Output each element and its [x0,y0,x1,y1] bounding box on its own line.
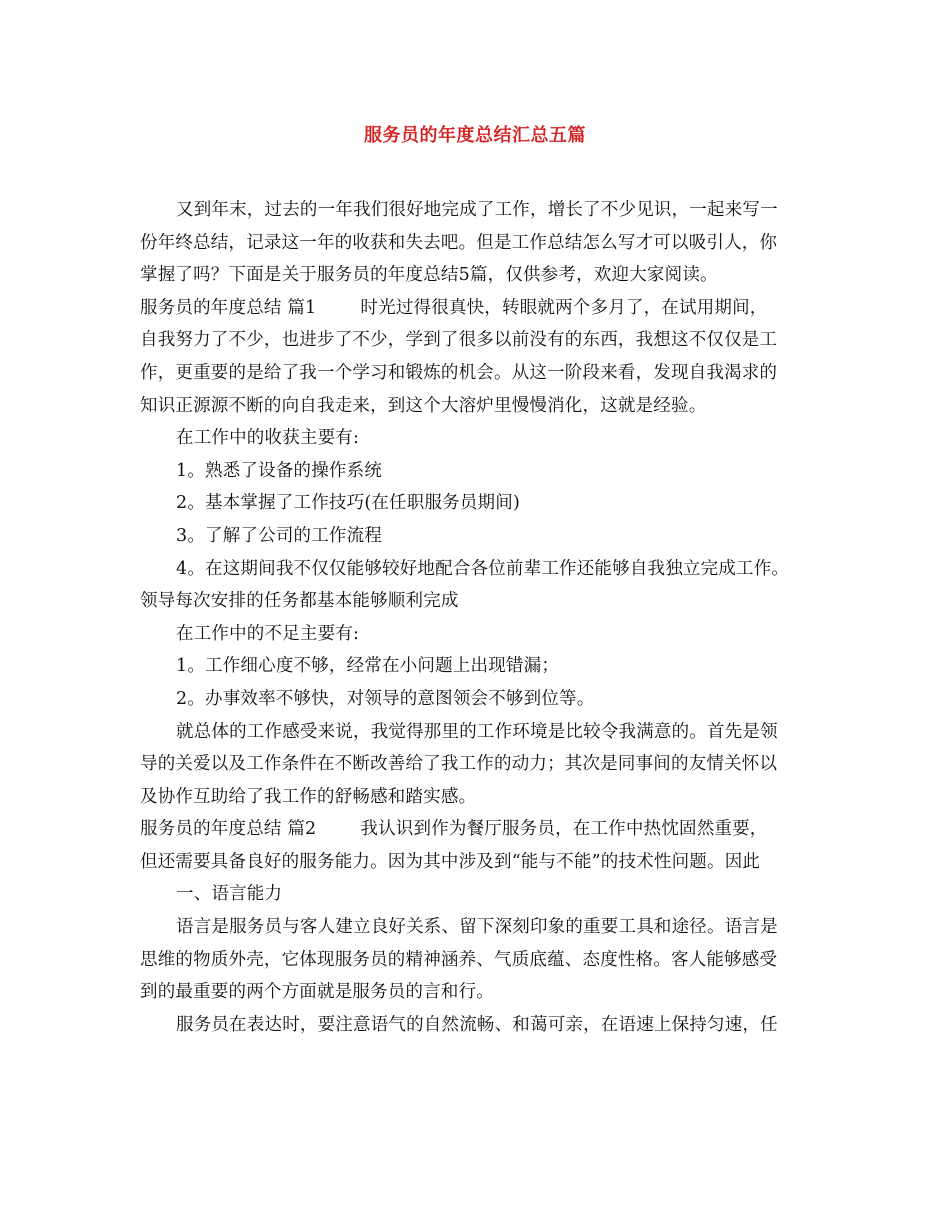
text-line [140,357,812,390]
text-line [140,487,812,520]
text-line-content: 作，更重要的是给了我一个学习和锻炼的机会。从这一阶段来看，发现自我渴求的 [140,362,778,383]
document-title: 服务员的年度总结汇总五篇 [364,125,586,146]
text-line [140,683,812,716]
text-line-continuation: 时光过得很真快，转眼就两个多月了，在试用期间， [360,297,768,318]
text-line [140,781,812,814]
text-line-content: 1。熟悉了设备的操作系统 [176,460,383,481]
text-line [140,813,812,846]
text-line-content: 在工作中的收获主要有: [176,428,360,449]
text-line [140,455,812,488]
text-line [140,553,812,586]
text-line [140,911,812,944]
text-line [140,390,812,423]
text-line [140,585,812,618]
text-line [140,520,812,553]
text-line-content: 1。工作细心度不够，经常在小问题上出现错漏； [176,656,560,677]
text-line-content: 及协作互助给了我工作的舒畅感和踏实感。 [140,786,477,807]
text-line [140,846,812,879]
text-line-continuation: 我认识到作为餐厅服务员，在工作中热忱固然重要， [360,819,768,840]
text-line [140,716,812,749]
text-line-content: 2。办事效率不够快，对领导的意图领会不够到位等。 [176,688,595,709]
text-line [140,292,812,325]
text-line-content: 思维的物质外壳，它体现服务员的精神涵养、气质底蕴、态度性格。客人能够感受 [140,949,778,970]
text-line-content: 但还需要具备良好的服务能力。因为其中涉及到“能与不能”的技术性问题。因此 [140,851,761,872]
text-line-content: 知识正源源不断的向自我走来，到这个大溶炉里慢慢消化，这就是经验。 [140,395,707,416]
text-line-content: 导的关爱以及工作条件在不断改善给了我工作的动力；其次是同事间的友情关怀以 [140,754,778,775]
text-line [140,1009,812,1042]
text-line-content: 4。在这期间我不仅仅能够较好地配合各位前辈工作还能够自我独立完成工作。 [176,558,790,579]
text-line-content: 到的最重要的两个方面就是服务员的言和行。 [140,982,494,1003]
text-line [140,422,812,455]
text-line-content: 服务员的年度总结 篇1 [140,297,317,318]
text-line-content: 领导每次安排的任务都基本能够顺利完成 [140,591,459,612]
text-line-content: 服务员在表达时，要注意语气的自然流畅、和蔼可亲，在语速上保持匀速，任 [176,1014,778,1035]
text-line-content: 服务员的年度总结 篇2 [140,819,317,840]
text-line-content: 2。基本掌握了工作技巧(在任职服务员期间) [176,493,520,514]
text-line-content: 自我努力了不少，也进步了不少，学到了很多以前没有的东西，我想这不仅仅是工 [140,330,778,351]
text-line [140,650,812,683]
text-line [140,259,812,292]
document-body [140,194,812,1041]
text-line [140,976,812,1009]
text-line-content: 3。了解了公司的工作流程 [176,525,383,546]
text-line-content: 在工作中的不足主要有: [176,623,360,644]
text-line [140,748,812,781]
text-line-content: 掌握了吗？下面是关于服务员的年度总结5篇，仅供参考，欢迎大家阅读。 [140,265,718,286]
text-line [140,878,812,911]
text-line-content: 又到年末，过去的一年我们很好地完成了工作，增长了不少见识，一起来写一 [176,200,778,220]
text-line [140,944,812,977]
text-line [140,194,812,227]
text-line [140,618,812,651]
text-line [140,324,812,357]
text-line-content: 语言是服务员与客人建立良好关系、留下深刻印象的重要工具和途径。语言是 [176,917,778,938]
text-line-content: 份年终总结，记录这一年的收获和失去吧。但是工作总结怎么写才可以吸引人，你 [140,232,778,253]
text-line-content: 一、语言能力 [176,884,283,905]
text-line [140,227,812,260]
text-line-content: 就总体的工作感受来说，我觉得那里的工作环境是比较令我满意的。首先是领 [176,721,778,742]
